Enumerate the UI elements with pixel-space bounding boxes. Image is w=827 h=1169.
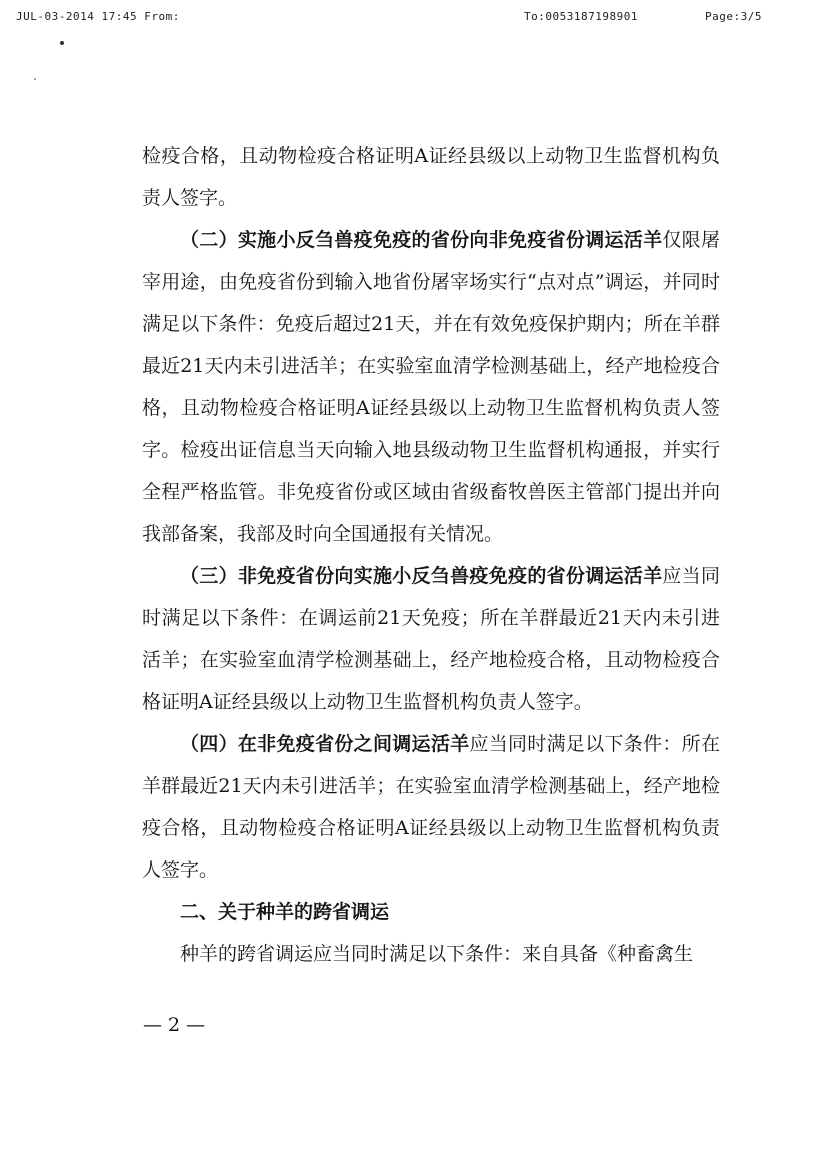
- section-heading: 二、关于种羊的跨省调运: [180, 901, 390, 923]
- paragraph-continuation: 检疫合格，且动物检疫合格证明A证经县级以上动物卫生监督机构负责人签字。: [142, 145, 720, 209]
- page-number: — 2 —: [143, 1014, 206, 1036]
- paragraph-text: 应当同时满足以下条件：所在羊群最近21天内未引进活羊；在实验室血清学检测基础上，经产地检疫合格，且动物检疫合格证明A证经县级以上动物卫生监督机构负责人签字。: [142, 733, 720, 881]
- fax-header: [0, 10, 827, 26]
- paragraph-text: 应当同时满足以下条件：在调运前21天免疫；所在羊群最近21天内未引进活羊；在实验室血清学检测基础上，经产地检疫合格，且动物检疫合格证明A证经县级以上动物卫生监督机构负责人签字。: [142, 565, 720, 713]
- paragraph-immune-to-nonimmune: [142, 219, 720, 555]
- paragraph-heading: （二）实施小反刍兽疫免疫的省份向非免疫省份调运活羊: [180, 229, 663, 251]
- fax-page-count: Page:3/5: [705, 10, 762, 23]
- document-body: [142, 135, 720, 975]
- paragraph-heading: （四）在非免疫省份之间调运活羊: [180, 733, 470, 755]
- paragraph-between-nonimmune: [142, 723, 720, 891]
- fax-to-number: To:0053187198901: [524, 10, 638, 23]
- paragraph-heading: （三）非免疫省份向实施小反刍兽疫免疫的省份调运活羊: [180, 565, 663, 587]
- scan-speck: [60, 41, 64, 45]
- fax-from-timestamp: JUL-03-2014 17:45 From:: [16, 10, 180, 23]
- paragraph-breeding-sheep: 种羊的跨省调运应当同时满足以下条件：来自具备《种畜禽生: [180, 943, 694, 965]
- paragraph-nonimmune-to-immune: [142, 555, 720, 723]
- paragraph-text: 仅限屠宰用途，由免疫省份到输入地省份屠宰场实行“点对点”调运，并同时满足以下条件：免疫后超过21天，并在有效免疫保护期内；所在羊群最近21天内未引进活羊；在实验室血清学检测基础上，经产地检疫合格，且动物检疫合格证明A证经县级以上动物卫生监督机构负责人签字。检疫出证信息当天向输入地县级动物卫生监督机构通报，并实行全程严格监管。非免疫省份或区域由省级畜牧兽医主管部门提出并向我部备案，我部及时向全国通报有关情况。: [142, 229, 720, 545]
- scan-speck: [34, 78, 36, 80]
